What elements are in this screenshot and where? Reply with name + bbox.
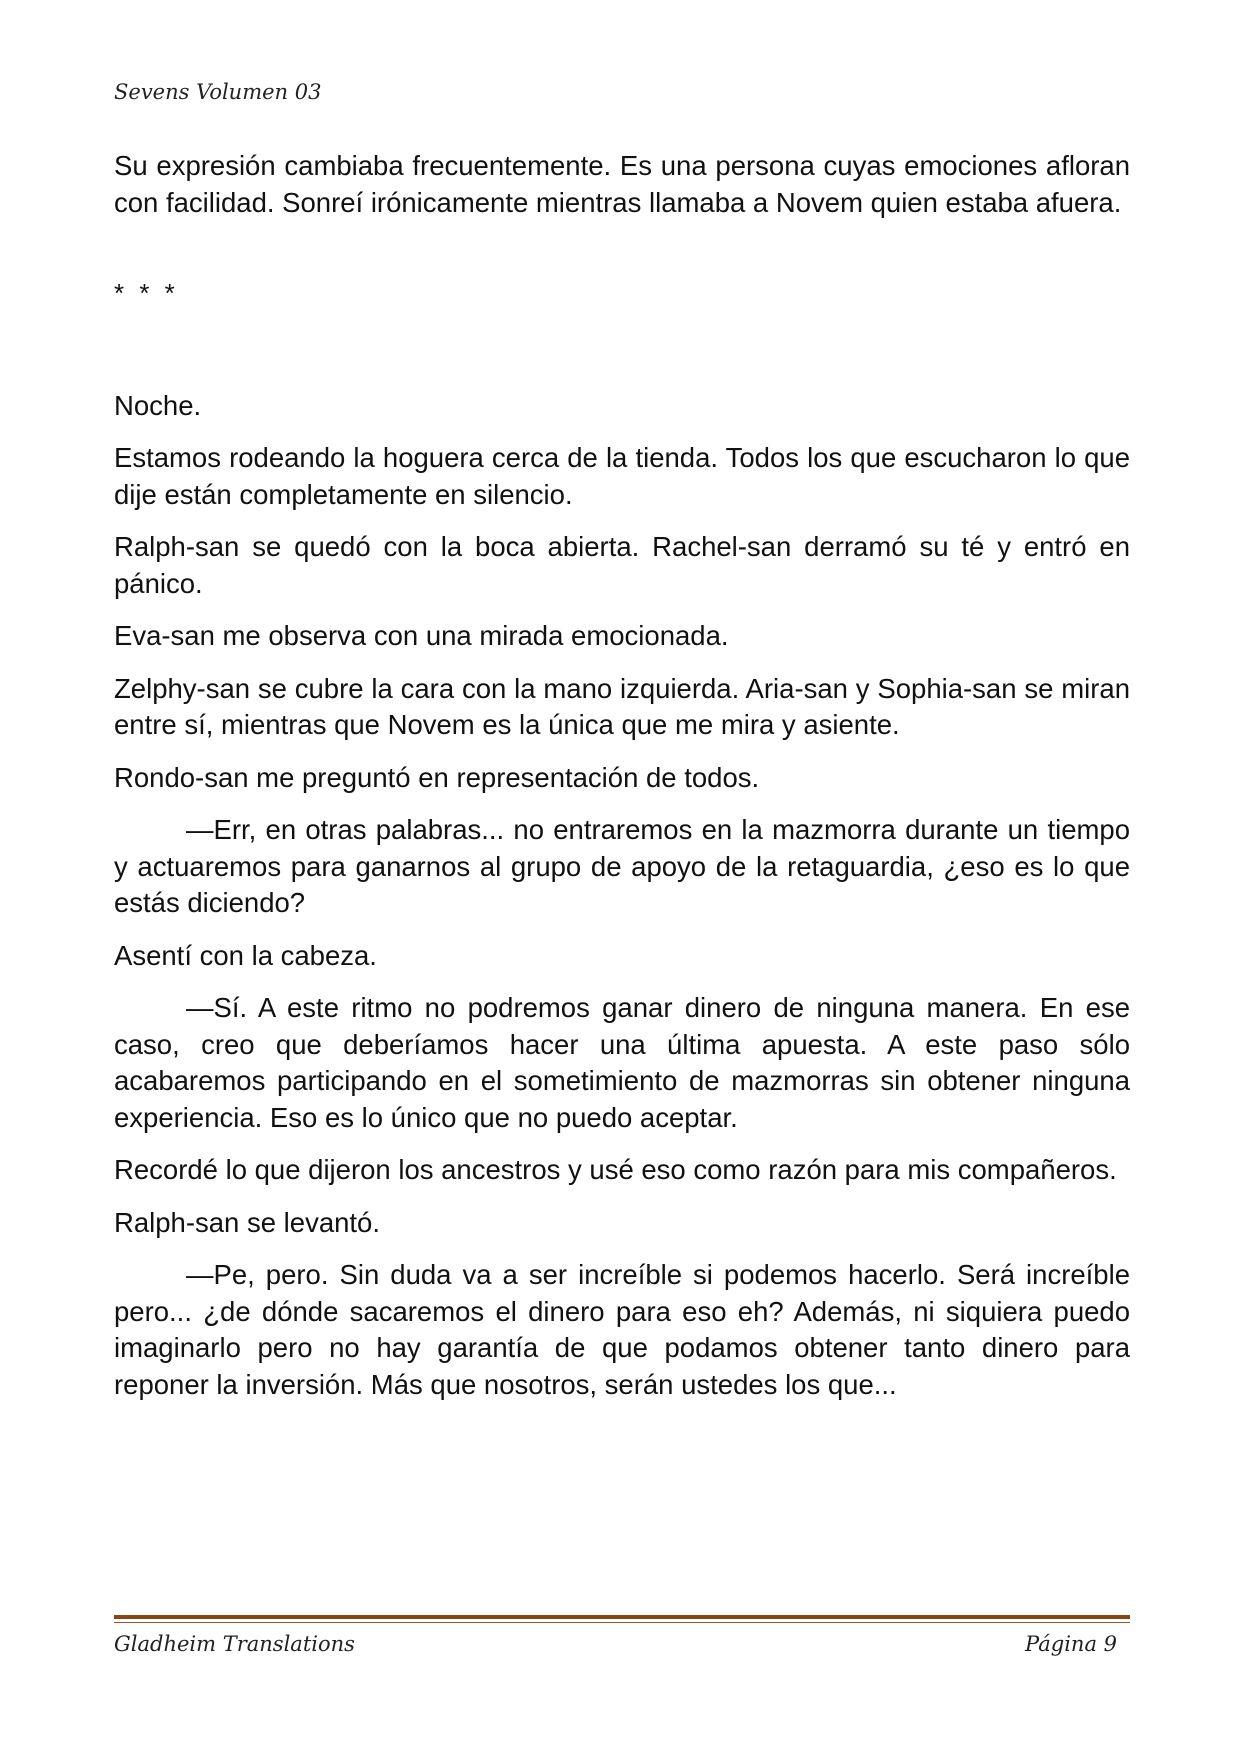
footer-rule-thin xyxy=(114,1622,1130,1623)
dialogue-paragraph: —Err, en otras palabras... no entraremos en la mazmorra durante un tiempo y actuaremos para ganarnos al grupo de apoyo de la retaguardia, ¿eso es lo que estás diciendo? xyxy=(114,814,1130,918)
paragraph: Recordé lo que dijeron los ancestros y usé eso como razón para mis compañeros. xyxy=(114,1154,1117,1185)
paragraph: Ralph-san se quedó con la boca abierta. Rachel-san derramó su té y entró en pánico. xyxy=(114,531,1130,599)
paragraph: Eva-san me observa con una mirada emocionada. xyxy=(114,620,729,651)
body-text xyxy=(114,148,1130,1419)
paragraph: Su expresión cambiaba frecuentemente. Es una persona cuyas emociones afloran con facilidad. Sonreí irónicamente mientras llamaba a Novem quien estaba afuera. xyxy=(114,150,1130,218)
scene-separator: * * * xyxy=(114,278,179,308)
running-header: Sevens Volumen 03 xyxy=(114,80,322,104)
paragraph: Ralph-san se levantó. xyxy=(114,1206,380,1238)
footer-credit: Gladheim Translations xyxy=(114,1632,355,1656)
paragraph: Zelphy-san se cubre la cara con la mano izquierda. Aria-san y Sophia-san se miran entre sí, mientras que Novem es la única que me mira y asiente. xyxy=(114,672,1130,740)
dialogue-paragraph: —Sí. A este ritmo no podremos ganar dinero de ninguna manera. En ese caso, creo que deberíamos hacer una última apuesta. A este paso sólo acabaremos participando en el sometimiento de mazmorras sin obtener ninguna experiencia. Eso es lo único que no puedo aceptar. xyxy=(114,992,1130,1133)
paragraph: Asentí con la cabeza. xyxy=(114,939,377,971)
dialogue-paragraph: —Pe, pero. Sin duda va a ser increíble si podemos hacerlo. Será increíble pero... ¿de dónde sacaremos el dinero para eso eh? Además, ni siquiera puedo imaginarlo pero no hay garantía de que podamos obtener tanto dinero para reponer la inversión. Más que nosotros, serán ustedes los que... xyxy=(114,1259,1130,1400)
paragraph: Noche. xyxy=(114,389,202,421)
paragraph: Estamos rodeando la hoguera cerca de la tienda. Todos los que escucharon lo que dije están completamente en silencio. xyxy=(114,442,1130,510)
footer-rule xyxy=(114,1615,1130,1619)
paragraph: Rondo-san me preguntó en representación de todos. xyxy=(114,761,760,793)
page-number: Página 9 xyxy=(1025,1632,1117,1656)
